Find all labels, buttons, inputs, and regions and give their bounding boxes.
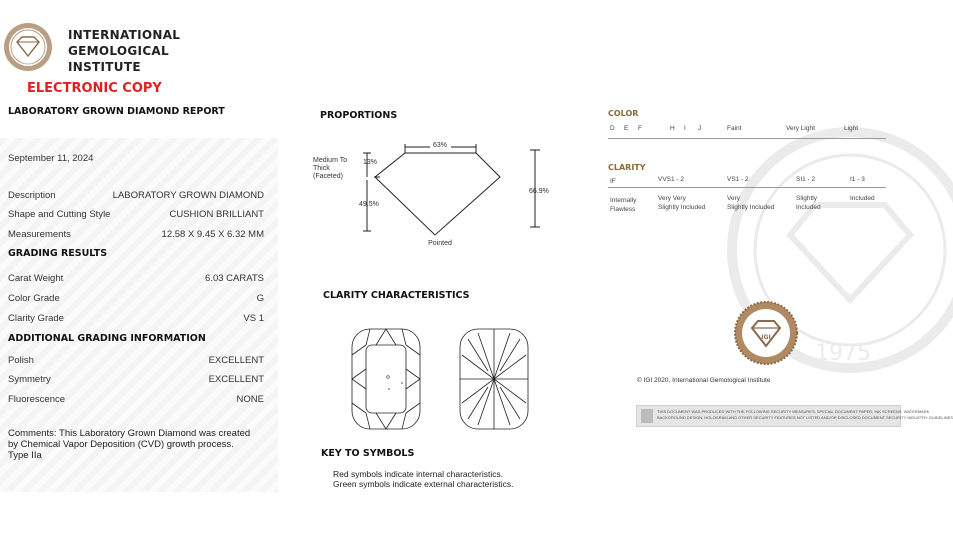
logo-line-1: INTERNATIONAL bbox=[68, 28, 181, 42]
electronic-copy-label: ELECTRONIC COPY bbox=[27, 81, 162, 96]
field-label: Carat Weight bbox=[8, 273, 64, 284]
field-label: Polish bbox=[8, 355, 34, 366]
logo-year: 1975 bbox=[22, 62, 34, 67]
table-percent: 63% bbox=[432, 142, 448, 149]
color-scale-rule bbox=[608, 138, 886, 139]
watermark-year: 1975 bbox=[815, 341, 871, 366]
seal-year: 1975 bbox=[759, 351, 773, 357]
clarity-i: I1 - 3 bbox=[850, 176, 865, 183]
clarity-desc-line: Internally bbox=[610, 197, 637, 204]
color-d: D bbox=[610, 125, 615, 132]
clarity-desc-vs bbox=[727, 194, 774, 212]
security-features-bar bbox=[636, 405, 953, 427]
color-i: I bbox=[684, 125, 686, 132]
color-e: E bbox=[624, 125, 629, 132]
field-value: VS 1 bbox=[243, 313, 264, 324]
clarity-desc-if bbox=[610, 196, 636, 214]
clarity-scale-heading: CLARITY bbox=[608, 163, 646, 172]
clarity-desc-line: Included bbox=[850, 195, 875, 202]
logo-line-2: GEMOLOGICAL bbox=[68, 44, 169, 58]
comments-text: Comments: This Laboratory Grown Diamond was created by Chemical Vapor Deposition (CVD) growth process. bbox=[8, 428, 251, 450]
logo-line-3: INSTITUTE bbox=[68, 60, 141, 74]
clarity-desc-line: Very Very bbox=[658, 195, 686, 202]
clarity-desc-line: Slightly bbox=[796, 195, 817, 202]
crown-view-outline bbox=[352, 329, 420, 429]
copyright-text: © IGI 2020, International Gemological Institute bbox=[637, 377, 771, 384]
culet-label: Pointed bbox=[428, 240, 452, 247]
key-lines bbox=[333, 469, 513, 489]
report-title: LABORATORY GROWN DIAMOND REPORT bbox=[8, 106, 225, 117]
igi-logo-seal bbox=[3, 22, 53, 72]
girdle-label-3: (Faceted) bbox=[313, 173, 343, 180]
girdle-label-2: Thick bbox=[313, 165, 330, 172]
logo-wordmark bbox=[68, 27, 180, 75]
crown-percent: 13% bbox=[363, 159, 378, 166]
security-icon bbox=[641, 409, 653, 423]
clarity-characteristics-heading: CLARITY CHARACTERISTICS bbox=[323, 290, 470, 301]
seal-initials: IGI bbox=[761, 334, 771, 341]
clarity-desc-line: Slightly Included bbox=[727, 204, 775, 211]
security-line-2: BACKGROUND DESIGN, HOLOGRAM AND OTHER SECURITY FEATURES NOT LISTED AND/OR DISCLOSED DOCUMENT SECURITY INDUSTRY GUIDELINES bbox=[657, 415, 953, 420]
color-j: J bbox=[698, 125, 702, 132]
color-very-light: Very Light bbox=[786, 125, 815, 132]
key-line-green: Green symbols indicate external characteristics. bbox=[333, 479, 514, 489]
field-value: 12.58 X 9.45 X 6.32 MM bbox=[161, 229, 264, 240]
field-value: NONE bbox=[236, 394, 264, 405]
color-f: F bbox=[638, 125, 642, 132]
clarity-si: SI1 - 2 bbox=[796, 176, 816, 183]
color-light: Light bbox=[844, 125, 859, 132]
depth-percent: 66.9% bbox=[529, 188, 549, 195]
field-label: Measurements bbox=[8, 229, 71, 240]
clarity-plot-diagrams bbox=[348, 325, 548, 435]
igi-seal bbox=[734, 301, 798, 365]
field-value: G bbox=[256, 293, 264, 304]
comments-block bbox=[8, 428, 253, 461]
field-label: Symmetry bbox=[8, 374, 51, 385]
clarity-if: IF bbox=[610, 178, 616, 185]
field-label: Clarity Grade bbox=[8, 313, 64, 324]
field-label: Description bbox=[8, 190, 56, 201]
clarity-vvs: VVS1 - 2 bbox=[658, 176, 685, 183]
clarity-desc-line: Very bbox=[727, 195, 741, 202]
clarity-desc-line: Included bbox=[796, 204, 821, 211]
field-label: Color Grade bbox=[8, 293, 60, 304]
color-h: H bbox=[670, 125, 675, 132]
proportions-heading: PROPORTIONS bbox=[320, 110, 398, 121]
field-value: EXCELLENT bbox=[208, 374, 264, 385]
field-value: EXCELLENT bbox=[208, 355, 264, 366]
proportions-diagram bbox=[310, 135, 560, 250]
diamond-profile bbox=[375, 153, 500, 235]
type-text: Type IIa bbox=[8, 450, 42, 461]
field-value: LABORATORY GROWN DIAMOND bbox=[112, 190, 264, 201]
security-line-1: THIS DOCUMENT WAS PRODUCED WITH THE FOLLOWING SECURITY MEASURES: SPECIAL DOCUMENT PAPER, INK SCREENS, WATERMARK bbox=[657, 409, 930, 414]
field-value: CUSHION BRILLIANT bbox=[169, 209, 264, 220]
clarity-desc-line: Slightly Included bbox=[658, 204, 706, 211]
security-text bbox=[657, 409, 953, 421]
key-to-symbols-heading: KEY TO SYMBOLS bbox=[321, 448, 415, 459]
color-faint: Faint bbox=[727, 125, 742, 132]
clarity-vs: VS1 - 2 bbox=[727, 176, 749, 183]
clarity-desc-line: Flawless bbox=[610, 206, 636, 213]
clarity-desc-vvs bbox=[658, 194, 705, 212]
clarity-desc-i bbox=[850, 194, 875, 203]
field-label: Shape and Cutting Style bbox=[8, 209, 111, 220]
field-label: Fluorescence bbox=[8, 394, 66, 405]
clarity-desc-si bbox=[796, 194, 821, 212]
pavilion-percent: 49.5% bbox=[359, 201, 379, 208]
key-line-red: Red symbols indicate internal characteristics. bbox=[333, 469, 504, 479]
field-value: 6.03 CARATS bbox=[205, 273, 264, 284]
girdle-label-1: Medium To bbox=[313, 157, 348, 164]
color-scale-heading: COLOR bbox=[608, 109, 639, 118]
clarity-scale-rule bbox=[608, 187, 886, 188]
grading-results-heading: GRADING RESULTS bbox=[8, 248, 108, 259]
additional-grading-heading: ADDITIONAL GRADING INFORMATION bbox=[8, 333, 206, 344]
report-date: September 11, 2024 bbox=[8, 153, 94, 164]
